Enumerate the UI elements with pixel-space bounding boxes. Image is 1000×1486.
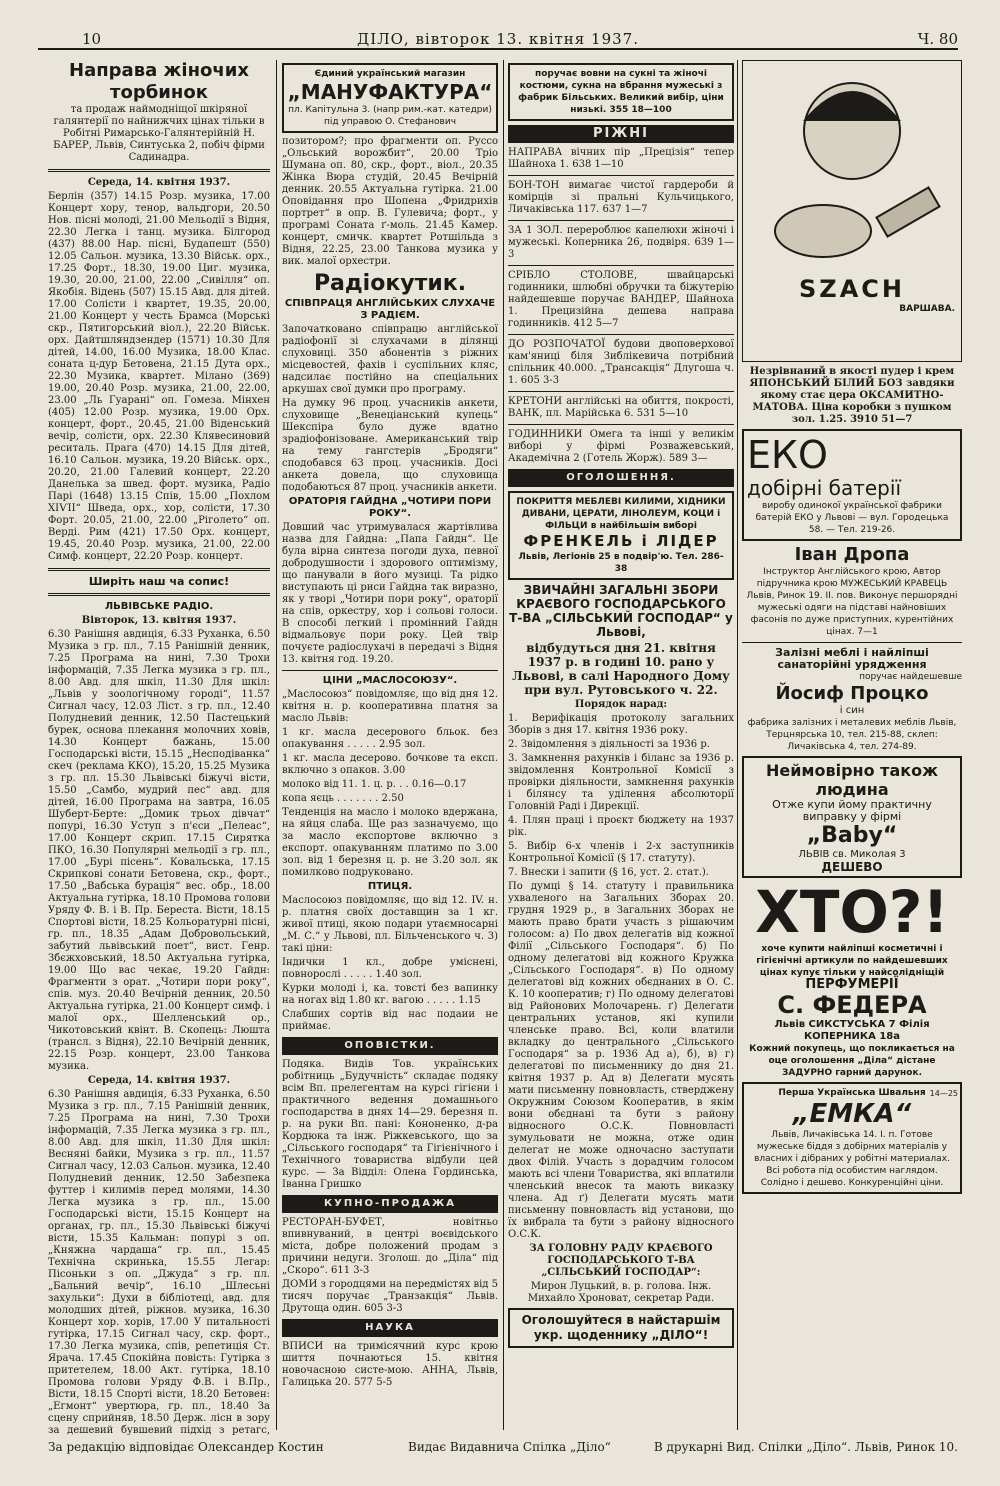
thanks-notice: Подяка. Видів Тов. українських робітниць „Будучність“ складає подяку всім Вп. прелегентам на курсі гігієни і практичного ведення домашнього господарства в днях 14—29. березня п. р. на руки Вп. пані: Кононенко, д-ра Кордюка та інж. Ріжкевського, що за „Сільського господаря“ та Гігієнічного і Технічного товариства відбули цей курс. — За Відділ: Олена Гординська, Іванна Гришко [282,1059,498,1190]
geisha-illustration-icon [743,61,961,271]
iron-title: Залізні меблі і найліпші санаторійні урядження [775,646,929,671]
meeting-body: По думці § 14. статуту і правильника ухваленого на Загальних Зборах 20. грудня 1929 р., в Загальних Зборах не мають право брати участь з рішаючим голосом: а) По двох делегатів від кожної Філії „Сільського Господаря“. б) По одному делегатові від кожного Кружка „Сільського Господаря“. в) По одному делегатові від кожних обєднаних в О. С. К. 10 кооператив; г) По одному делегатові від Районових Молочарень. ґ) Делегати центральних установ, які купили членське право. Всі, коли влатили вкладку до центрального „Сільського Господаря“ за р. 1936 Ад а), б), в) г) делегатові по письменнику до дня 21. квітня 1937 р. Ад в) Делегати мусять мати письменну повновласть, стверджену Окружним Союзом Кооператив, в якім вони обєднані та бути з району відносного О.С.К. Повновласті зумульовати не можна, отже один делегат не може одночасно заступати двох Філій. Участь з дорадчим голосом мають всі члени Товариства, які вплатили членський внесок та мають виказку члена. Ад ґ) Делегати мусять мати письменну повновласть від установи, що їх вибрала та бути з району відносного О.С.К. [508,881,734,1240]
eko-text: виробу одинокої української фабрики батерій ЕКО у Львові — вул. Городецька 58. — Тел. 219-26. [755,501,949,535]
iron-recommend: поручає найдешевше [859,672,962,682]
notices-bar: ОПОВІСТКИ. [282,1037,498,1055]
handbag-ad-title: Направа жіночих торбинок [69,60,249,103]
coop-title: СПІВПРАЦЯ АНГЛІЙСЬКИХ СЛУХАЧЕ З РАДІЄМ. [284,298,496,321]
coop-paragraph-2: На думку 96 проц. учасників анкети, слуховище „Венеціанський купець“ Шекспіра було дуже вдатно зрадіофонізоване. Американський твір на тему гангстерів „Бродяги“ сподобався 63 проц. учасників. Досі анкета довела, що слуховища подобаються 87 проц. учасників анкети. [282,398,498,493]
furniture-ad-address: Львів, Легіонів 25 в подвір'ю. Тел. 286-38 [518,552,724,574]
poultry-row: Курки молоді і, ка. товсті без вапинку на ногах від 1.80 кг. вагою . . . . . 1.15 [282,983,498,1006]
agenda-item: 7. Внески і запити (§ 16, уст. 2. стат.). [508,867,709,878]
column-3 [508,60,734,1435]
poultry-title: ПТИЦЯ. [367,881,413,892]
footer-printer: В друкарні Вид. Спілки „Діло“. Львів, Ринок 10. [653,1440,958,1454]
divider [742,642,962,643]
prices-intro: „Маслосоюз“ повідомляє, що від дня 12. квітня н. р. кооперативна платня за масло Львів: [282,689,498,724]
wednesday-program: 6.30 Ранішня авдиція, 6.33 Руханка, 6.50 Музика з гр. пл., 7.15 Ранішній денник, 7.25 Програма на нині, 7.30 Трохи інформацій, 7.35 Легка музика з гр. пл., 8.00 Авд. для шкіл, 11.30 Для шкіл: Весняні байки, Музика з гр. пл., 11.57 Сигнал часу, 12.03 Сальон. музика, 12.40 Полудневий денник, 12.50 Забезпека футтер і килимів перед молями, 14.30 Легка музика з гр. пл., 15.00 Господарські вісти, 15.15 Концерт на органах, гр. пл., 15.30 Львівські біжучі вісти, 15.35 Кальман: попурі з оп. „Княжна чардаша“ гр. пл., 15.45 Технічна скринька, 15.55 Легар: Пісоньки з оп. „Джуда“ з гр. пл. „Бальний вечір“, 16.10 „Шлесьні захульки“: Духи в бібліотеці, авд. для молодших дітей, ріжнов. музика, 16.30 Концерт хор. хорів, 17.00 У питальності гутірка, 17.15 Сигнал часу, скр. форт., 17.30 Легка музика, спів, репетиція Ст. Ярача. 17.45 Спокійна повість: Гутірка з притетелем, 18.00 Акт. гутірка, 18.10 Промова голови Уряду Ф.В. і В.Пр., Вісти, 18.15 Спорті вісти, 18.20 Бетовен: „Егмонт“ увертюра, гр. пл., 18.40 За сцену сприйняв, 18.50 Держ. лісн в зору за дешевий бувшевий підхід з ретагс, [48,1089,270,1435]
divider [48,169,270,172]
federa-gift: Кожний покупець, що покликається на оце оголошення „Діла“ дістане ЗАДУРНО гарний дарунок. [749,1044,955,1078]
classified-ad: БОН-ТОН вимагає чистої гардероби й комірців зі пральні Кульчицького, Личаківська 117. 637 1—7 [508,180,734,215]
divider [48,568,270,571]
baby-cheap: ДЕШЕВО [821,860,883,874]
classified-ad: ЗА 1 ЗОЛ. перероблює капелюхи жіночі і мужеські. Коперника 26, подвіря. 639 1—3 [508,225,734,260]
iron-name: Йосиф Процко [775,683,929,704]
masthead-date: ДІЛО, вівторок 13. квітня 1937. [357,30,639,48]
price-row: 1 кг. масла десерово. бочкове та експ. включно з опаков. 3.00 [282,753,498,776]
footer-publisher: Видає Видавнича Спілка „Діло“ [408,1440,611,1454]
poultry-row: Слабших сортів від нас подаии не приймає. [282,1009,498,1032]
who-text: хоче купити найліпші косметичні і гігієнічні артикули по найдешевших цінах купує тільки у найсолідніщій [756,944,948,978]
divider [508,265,734,266]
agenda-item: 1. Верифікація протоколу загальних Зборів з дня 17. квітня 1936 року. [508,713,734,736]
iron-furniture-ad [742,647,962,753]
poultry-text: Маслосоюз повідомляє, що від 12. IV. н. р. платня своїх доставщин за 1 кг. живої птиці, якою подари утаємносарні „М. С.“ у Львові, пл. Більченського ч. 3) такі ціни: [282,895,498,954]
science-bar: НАУКА [282,1319,498,1337]
page-header [38,30,958,50]
foreign-radio-program: Берлін (357) 14.15 Розр. музика, 17.00 Концерт хору, тенор, вальдгори, 20.50 Нов. пісні молоді, 21.00 Мельодії з Відня, 22.30 Легка і танц. музика. Білгород (437) 88.00 Нар. пісні, Будапешт (550) 12.05 Сальон. музика, 13.30 Військ. орх., 17.25 Форт., 18.30, 19.00 Циг. музика, 19.30, 20.00, 21.00, 22.00 „Сивілля“ оп. Якобія. Відень (507) 15.15 Авд. для дітей. 17.00 Солісти і квартет, 19.35, 20.00, 21.00 Концерт у честь Брамса (Морські скр., Пятигорський віол.), 22.20 Військ. орх. Дайтшляндзендер (1571) 10.30 Для дітей, 14.00, 16.00 Музика, 18.00 Клас. соната ц-дур Бетовена, 21.15 Дута орх., 22.30 Музика, квартет. Мілано (369) 19.00, 20.40 Розр. музика, 21.00, 22.00, 23.00 „Ль Гуарані“ оп. Гомеза. Мінхен (405) 12.00 Розр. музика, 19.00 Орх. концерт, форт., 20.45, 21.00 Віденський вечір, солісти, орх. 22.30 Клявесиновий реситаль. Прага (470) 14.15 Для дітей, 16.10 Сальон. музика, 19.20 Військ. орх., 20.20, 21.00 Галевий концерт, 22.20 Данелька за швед. форт. музика, Радіо Парі (1648) 13.15 Спів, 15.00 „Похлом ХІѴІІ“ Шведа, орх., хор, солісти, 17.30 Форт. 20.05, 21.00, 22.00 „Ріголето“ оп. Верді. Рим (421) 17.50 Орх. концерт, 19.45, 20.40 Розр. музика, 21.00, 22.00 Симф. концерт, 22.20 Розр. концерт. [48,191,270,562]
misc-bar: РІЖНІ [508,125,734,143]
classified-ad: НАПРАВА вічних пір „Прецізія“ тепер Шайноха 1. 638 1—10 [508,147,734,170]
poultry-row: Індички 1 кл., добре уміснені, повнорослі . . . . . 1.40 зол. [282,957,498,980]
agenda-item: 5. Вибір 6-х членів і 2-х заступників Контрольної Комісії (§ 17. статуту). [508,841,734,864]
emka-text: Львів, Личаківська 14. І. п. Готове мужеське біддя з добірних матеріалів у власних і дібраних у робітні материалах. Всі робота під особистим наглядом. Солідно і дешево. Конкуренційні ціни. [754,1130,950,1188]
emka-top: Перша Українська Швальня [778,1088,926,1098]
boz-city: ВАРШАВА. [899,304,955,314]
wednesday-date: Середа, 14. квітня 1937. [87,1075,231,1086]
column-1 [48,60,270,1435]
meeting-when: відбудуться дня 21. квітня 1937 р. в годині 10. рано у Львові, в салі Народного Дому при вул. Рутовського ч. 22. [512,641,730,697]
announcements-bar: ОГОЛОШЕННЯ. [508,469,734,487]
column-4 [742,60,962,1435]
divider [282,670,498,671]
baby-text: Отже купи йому практичну виправку у фірмі [772,798,932,823]
radio-program-continued: позитором?; про фрагменти оп. Руссо „Ольський ворожбит“, 20.00 Тріо Шумана оп. 80, скр., форт., віол., 20.35 Жінка Вюра студій, 20.45 Вечірній денник. 20.55 Актуальна гутірка. 21.00 Оповідання про Шопена „Фридрихів портрет“ в опр. В. Гулевича; форт., у програмі Соната ґ-моль. 21.45 Камер. концерт, смичк. квартет Ротшільда з Відня, 22.25, 23.00 Танкова музика у вик. малої орхестри. [282,136,498,267]
agenda-item: 4. Плян праці і проєкт бюджету на 1937 рік. [508,815,734,838]
tuesday-date: Вівторок, 13. квітня 1937. [81,615,237,626]
houses-ad: ДОМИ з городцями на передмістях від 5 тисяч поручає „Транзакція“ Львів. Друтоща один. 605 3-3 [282,1279,498,1314]
manufaktura-name: „МАНУФАКТУРА“ [287,80,493,104]
eko-title: ЕКО [747,433,828,477]
dilo-ad: Оголошуйтеся в найстаршім укр. щоденнику „ДІЛО“! [508,1308,734,1348]
price-row: 1 кг. масла десерового бльок. без опакування . . . . . 2.95 зол. [282,727,498,750]
federa-ad [742,878,962,1079]
column-2 [282,60,498,1435]
divider [508,424,734,425]
spread-slogan: Ширіть наш ча сопис! [88,575,230,588]
classified-ad: КРЕТОНИ англійські на обиття, покрості, ВАНК, пл. Марійська 6. 531 5—10 [508,396,734,419]
restaurant-ad: РЕСТОРАН-БУФЕТ, новітньо впивнуваний, в центрі воєвідського міста, добре положений продам з причини недуги. Зголош. до „Діла“ під „Скоро“. 611 3-3 [282,1217,498,1276]
federa-name: С. ФЕДЕРА [777,991,927,1019]
page-footer [48,1440,958,1456]
tailor-ad [742,544,962,638]
handbag-ad-text: та продаж наймодніщої шкіряної галянтерії по найнижчих цінах тільки в Робітні Римарсько-Галянтерійній Н. БАРЕР, Львів, Синтуська 2, побіч фірми Садинадра. [53,104,265,163]
boz-text: Незрівнаний в якості пудер і крем ЯПОНСЬКИЙ БІЛИЙ БОЗ завдяки якому стає цера ОКСАМИТНО-МАТОВА. Ціна коробки з пушком зол. 1.25. 3910 51—7 [749,366,955,425]
iron-text: фабрика залізних і металевих меблів Львів, Терцнярська 10, тел. 215-88, склеп: Личаківська 4, тел. 274-89. [747,718,957,752]
page-number: 10 [82,30,102,48]
coop-paragraph-1: Започатковано співпрацю англійської радіофонії зі слухачами в ділянці слуховиці. 350 абонентів з ріжних місцевостей, фахів і суспільних кляс, надсилає постійно на спеціальних аркушах свої думки про програму. [282,324,498,395]
price-row: молоко від 11. 1. ц. р. . . 0.16—0.17 [282,779,467,790]
divider [508,391,734,392]
eko-ad [742,429,962,541]
meeting-signature-title: ЗА ГОЛОВНУ РАДУ КРАЄВОГО ГОСПОДАРСЬКОГО Т-ВА „СІЛЬСЬКИЙ ГОСПОДАР“: [529,1243,713,1278]
furniture-ad-name: ФРЕНКЕЛЬ і ЛІДЕР [523,532,719,550]
column-rule [737,60,738,1430]
meeting-title: ЗВИЧАЙНІ ЗАГАЛЬНІ ЗБОРИ КРАЄВОГО ГОСПОДАРСЬКОГО Т-ВА „СІЛЬСЬКИЙ ГОСПОДАР“ у Львові, [509,583,733,639]
column-rule [503,60,504,1430]
divider [508,175,734,176]
boz-brand: SZACH [799,275,905,303]
classified-ad: ГОДИННИКИ Омега та інші у великім виборі у фірмі Розважевський, Академічна 2 (Готель Жорж). 589 3— [508,429,734,464]
federa-address: Львів СИКСТУСЬКА 7 Філія КОПЕРНИКА 18а [774,1019,930,1042]
who-title: ХТО?! [755,878,949,946]
furniture-ad-line: ПОКРИТТЯ МЕБЛЕВІ КИЛИМИ, ХІДНИКИ ДИВАНИ, ЦЕРАТИ, ЛІНОЛЕУМ, КОЦИ і ФІЛЬЦИ в найбільшім виборі [516,497,726,531]
eko-subtitle: добірні батерії [747,476,901,500]
issue-number: Ч. 80 [917,30,958,48]
manufaktura-ad [282,63,498,133]
prices-note: Тенденція на масло і молоко вдержана, на яйця слаба. Ще раз зазначуємо, що за масло експортове включно з експорт. опакуванням платимо по 3.00 зол. від 1 березня ц. р. не 3.20 зол. як помилково подруковано. [282,807,498,878]
emka-name: „ЕМКА“ [792,1099,912,1129]
classified-ad: СРІБЛО СТОЛОВЕ, швайцарські годинники, шлюбні обручки та біжутерію найдешевше поручає ВАНДЕР, Шайноха 1. Прецизійна дешева направа годинників. 412 5—7 [508,270,734,329]
course-ad: ВПИСИ на тримісячний курс крою шиття почнаються 15. квітня новочасною систе-мою. АННА, Львів, Галицька 20. 577 5-5 [282,1341,498,1388]
iron-and-son: і син [839,705,865,716]
radio-corner-title: Радіокутик. [313,271,467,296]
tailor-text: Інструктор Англійського крою, Автор підручника крою МУЖЕСЬКИЙ КРАВЕЦЬ Львів, Ринок 19. ІІ. пов. Виконує першорядні мужеські одяги на підставі найновіших фасонів по дуже приступних, курентійних цінах. 7—1 [746,567,958,637]
tailor-name: Іван Дропа [794,544,910,565]
baby-ad [742,756,962,878]
emka-side-code: 14—25 [929,1089,958,1098]
tuesday-program: 6.30 Ранішня авдиція, 6.33 Руханка, 6.50 Музика з гр. пл., 7.15 Ранішній денник, 7.25 Програма на нині, 7.30 Трохи інформацій, 7.35 Легка музика з гр. пл., 8.00 Авд. для шкіл, 11.30 Для шкіл: „Львів у зоологічному городі“, 11.57 Сигнал часу, 12.03 Ліст. з гр. пл., 12.40 Полудневий денник, 12.50 Пастецький бурек, основа плекання молочних ховів, 14.30 Концерт бажань, 15.00 Господарські вісти, 15.15 „Несподіванка“ скеч (реклама ККО), 15.20, 15.25 Музика з гр. пл. 15.30 Львівські біжучі вісти, 15.50 „Самбо, мудрий пес“ авд. для дітей, 16.00 Програма на завтра, 16.05 Шуберт-Берте: „Домик трьох дівчат“ попурі, 16.30 Уступ з п'єси „Пелеас“, 17.00 Концерт скрип. 17.15 Сирятка ПКО, 16.30 Популярні мельодії з гр. пл., 17.00 „Бурі пісень“. Ковальська, 17.15 Скрипкові сонати Бетовена, скр., форт., 17.50 „Вабська бурація“ вес. обр., 18.00 Актуальна гутірка, 18.10 Промова голови Уряду Ф. В. і В. Пр. Береста. Вісти, 18.15 Спортові вісти, 18.25 Кольоратурні пісні, гр. пл., 18.35 „Адам Добровольський, забутий львівський поет“, вист. Генр. Збєжховський, 18.50 Актуальна гутірка, 19.00 Що вас чекає, 19.20 Гайдн: Фрагменти з орат. „Чотири пори року“, спів. муз. 20.40 Вечірній денник, 20.50 Актуальна гутірка, 21.00 Концерт симф. і малої орх., Шелленський ор., Чикотовський квінт. В. Скопець: Люшта (трансл. з Відня), 22.10 Вечірній денник, 22.15 Розр. концерт, 23.00 Танкова музика. [48,629,270,1072]
foreign-radio-date: Середа, 14. квітня 1937. [87,177,231,188]
manufaktura-continued: поручає вовни на сукні та жіночі костюми, сукна на вбрання мужеські з фабрик Більських. Великий вибір, ціни низькі. 355 18—100 [508,63,734,121]
divider [508,334,734,335]
price-row: копа яєць . . . . . . . 2.50 [282,793,404,804]
perfumery-title: ПЕРФУМЕРІЇ [805,977,899,992]
manufaktura-top: Єдиний український магазин [314,69,466,79]
meeting-signature-names: Мирон Луцький, в. р. голова. Інж. Михайло Хроноват, секретар Ради. [527,1281,715,1304]
classified-ad: ДО РОЗПОЧАТОЇ будови двоповерхової кам'яниці біля Зиблікевича потрібний спільник 40.000. „Трансакція“ Длугоша ч. 1. 605 3-3 [508,339,734,386]
manufaktura-address: пл. Капітульна 3. (напр рим.-кат. катедри) під управою О. Стефанович [288,105,492,127]
divider [48,593,270,596]
haydn-text: Довший час утримувалася жартівлива назва для Гайдна: „Папа Гайдн“. Це була вірна синтеза погоди духа, певної добродушности і здорового оптимізму, що панували в його музиці. Та рідко виступають ці риси Гайдна так виразно, як у творі „Чотири пори року“, ораторії на спів, оркестру, хор і сольові голоси. В способі легкий і промінний Гайдн відмальовує пори року. Цей твір почуєте радіослухачі в передачі з Відня 13. квітня год. 19.20. [282,522,498,665]
lviv-radio-title: ЛЬВІВСЬКЕ РАДІО. [104,601,214,612]
furniture-ad [508,491,734,580]
footer-editor: За редакцію відповідає Олександер Костин [48,1440,324,1454]
agenda-item: 3. Замкнення рахунків і біланс за 1936 р. звідомлення Контрольної Комісії з провірки діяльности, замкнення рахунків і білянсу та уділення абсолюторії Головній Раді і Дирекції. [508,753,734,812]
divider [508,220,734,221]
prices-title: ЦІНИ „МАСЛОСОЮЗУ“. [322,675,458,686]
baby-title: Неймовірно також людина [765,761,939,799]
baby-brand: „Baby“ [806,823,898,848]
baby-address: ЛЬВІВ св. Миколая 3 [798,849,906,860]
trade-bar: КУПНО-ПРОДАЖА [282,1195,498,1213]
column-rule [276,60,277,1430]
haydn-title: ОРАТОРІЯ ГАЙДНА „ЧОТИРИ ПОРИ РОКУ“. [288,496,492,519]
agenda-title: Порядок нарад: [574,699,668,710]
boz-cosmetic-ad [742,60,962,362]
agenda-item: 2. Звідомлення з діяльності за 1936 р. [508,739,710,750]
emka-ad [742,1082,962,1194]
